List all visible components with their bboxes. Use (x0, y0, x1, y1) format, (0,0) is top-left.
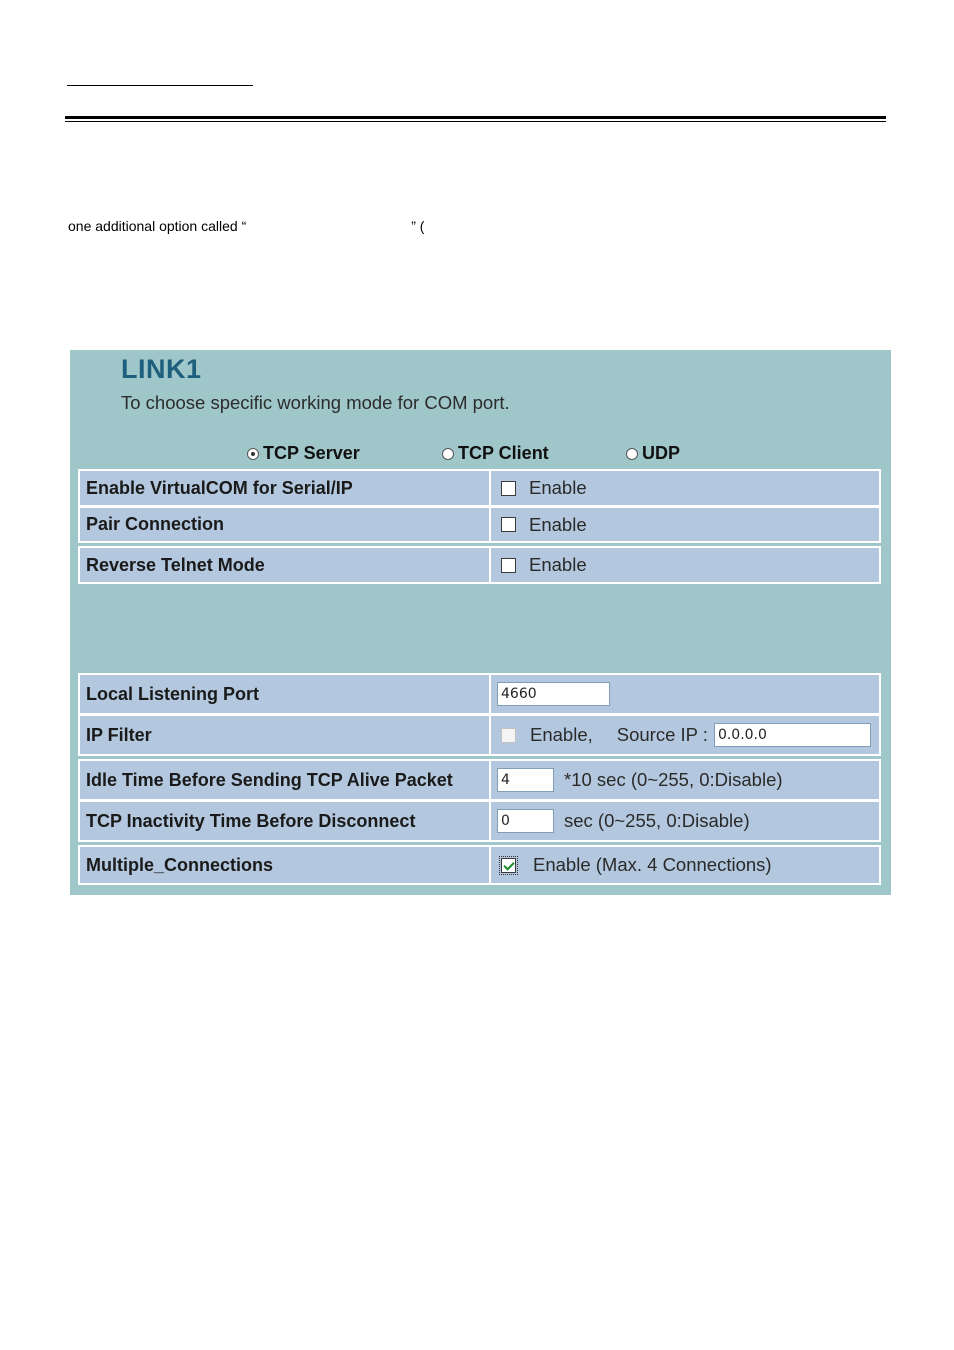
row-label: IP Filter (79, 715, 490, 755)
row-label: Reverse Telnet Mode (79, 547, 490, 583)
row-value (490, 507, 880, 542)
intro-paragraph (68, 218, 424, 234)
row-label: Enable VirtualCOM for Serial/IP (79, 470, 490, 506)
row-label: Local Listening Port (79, 674, 490, 714)
header-underline (67, 85, 253, 86)
row-multiple-connections (78, 845, 881, 885)
row-idle-time (78, 759, 881, 801)
row-tcp-inactivity (78, 800, 881, 842)
idle-time-input[interactable]: 4 (497, 768, 554, 792)
mode-udp[interactable] (626, 443, 680, 464)
reverse-telnet-checkbox[interactable] (501, 558, 516, 573)
checkbox-label: Enable, (530, 724, 593, 745)
link1-settings-panel (70, 350, 891, 895)
row-value (490, 470, 880, 506)
inactivity-input[interactable]: 0 (497, 809, 554, 833)
checkbox-label: Enable (529, 513, 587, 535)
intro-text-right: ” ( (411, 218, 425, 234)
source-ip-input[interactable]: 0.0.0.0 (714, 723, 871, 747)
mode-tcp-server[interactable] (247, 443, 360, 464)
checkbox-label: Enable (529, 477, 587, 498)
row-value (490, 547, 880, 583)
checkbox-label: Enable (Max. 4 Connections) (533, 854, 772, 875)
row-value (490, 760, 880, 800)
checkbox-label: Enable (529, 554, 587, 575)
row-label: Idle Time Before Sending TCP Alive Packet (79, 760, 490, 800)
radio-tcp-client[interactable] (442, 448, 454, 460)
source-ip-label: Source IP : (616, 724, 708, 745)
panel-subtitle: To choose specific working mode for COM port. (121, 392, 510, 413)
row-virtualcom (78, 469, 881, 507)
inactivity-unit: sec (0~255, 0:Disable) (564, 810, 750, 831)
header-rule (65, 116, 886, 119)
row-label: Multiple_Connections (79, 846, 490, 884)
mode-label: UDP (642, 443, 681, 463)
mode-label: TCP Client (458, 443, 549, 463)
idle-time-unit: *10 sec (0~255, 0:Disable) (564, 769, 783, 790)
intro-text-left: one additional option called “ (68, 218, 247, 234)
row-ip-filter (78, 714, 881, 756)
row-local-listening-port (78, 673, 881, 715)
row-label: TCP Inactivity Time Before Disconnect (79, 801, 490, 841)
radio-tcp-server[interactable] (247, 448, 259, 460)
virtualcom-checkbox[interactable] (501, 481, 516, 496)
row-pair-connection (78, 506, 881, 543)
row-reverse-telnet (78, 546, 881, 584)
row-value (490, 715, 880, 755)
multiple-connections-checkbox[interactable] (501, 858, 516, 873)
radio-udp[interactable] (626, 448, 638, 460)
header-rule-thin (65, 121, 886, 122)
ip-filter-checkbox[interactable] (501, 728, 516, 743)
row-value (490, 801, 880, 841)
pair-connection-checkbox[interactable] (501, 517, 516, 532)
panel-title: LINK1 (121, 354, 202, 384)
mode-tcp-client[interactable] (442, 443, 549, 464)
row-label: Pair Connection (79, 507, 490, 542)
listening-port-input[interactable]: 4660 (497, 682, 610, 706)
mode-label: TCP Server (263, 443, 360, 463)
row-value (490, 674, 880, 714)
row-value (490, 846, 880, 884)
